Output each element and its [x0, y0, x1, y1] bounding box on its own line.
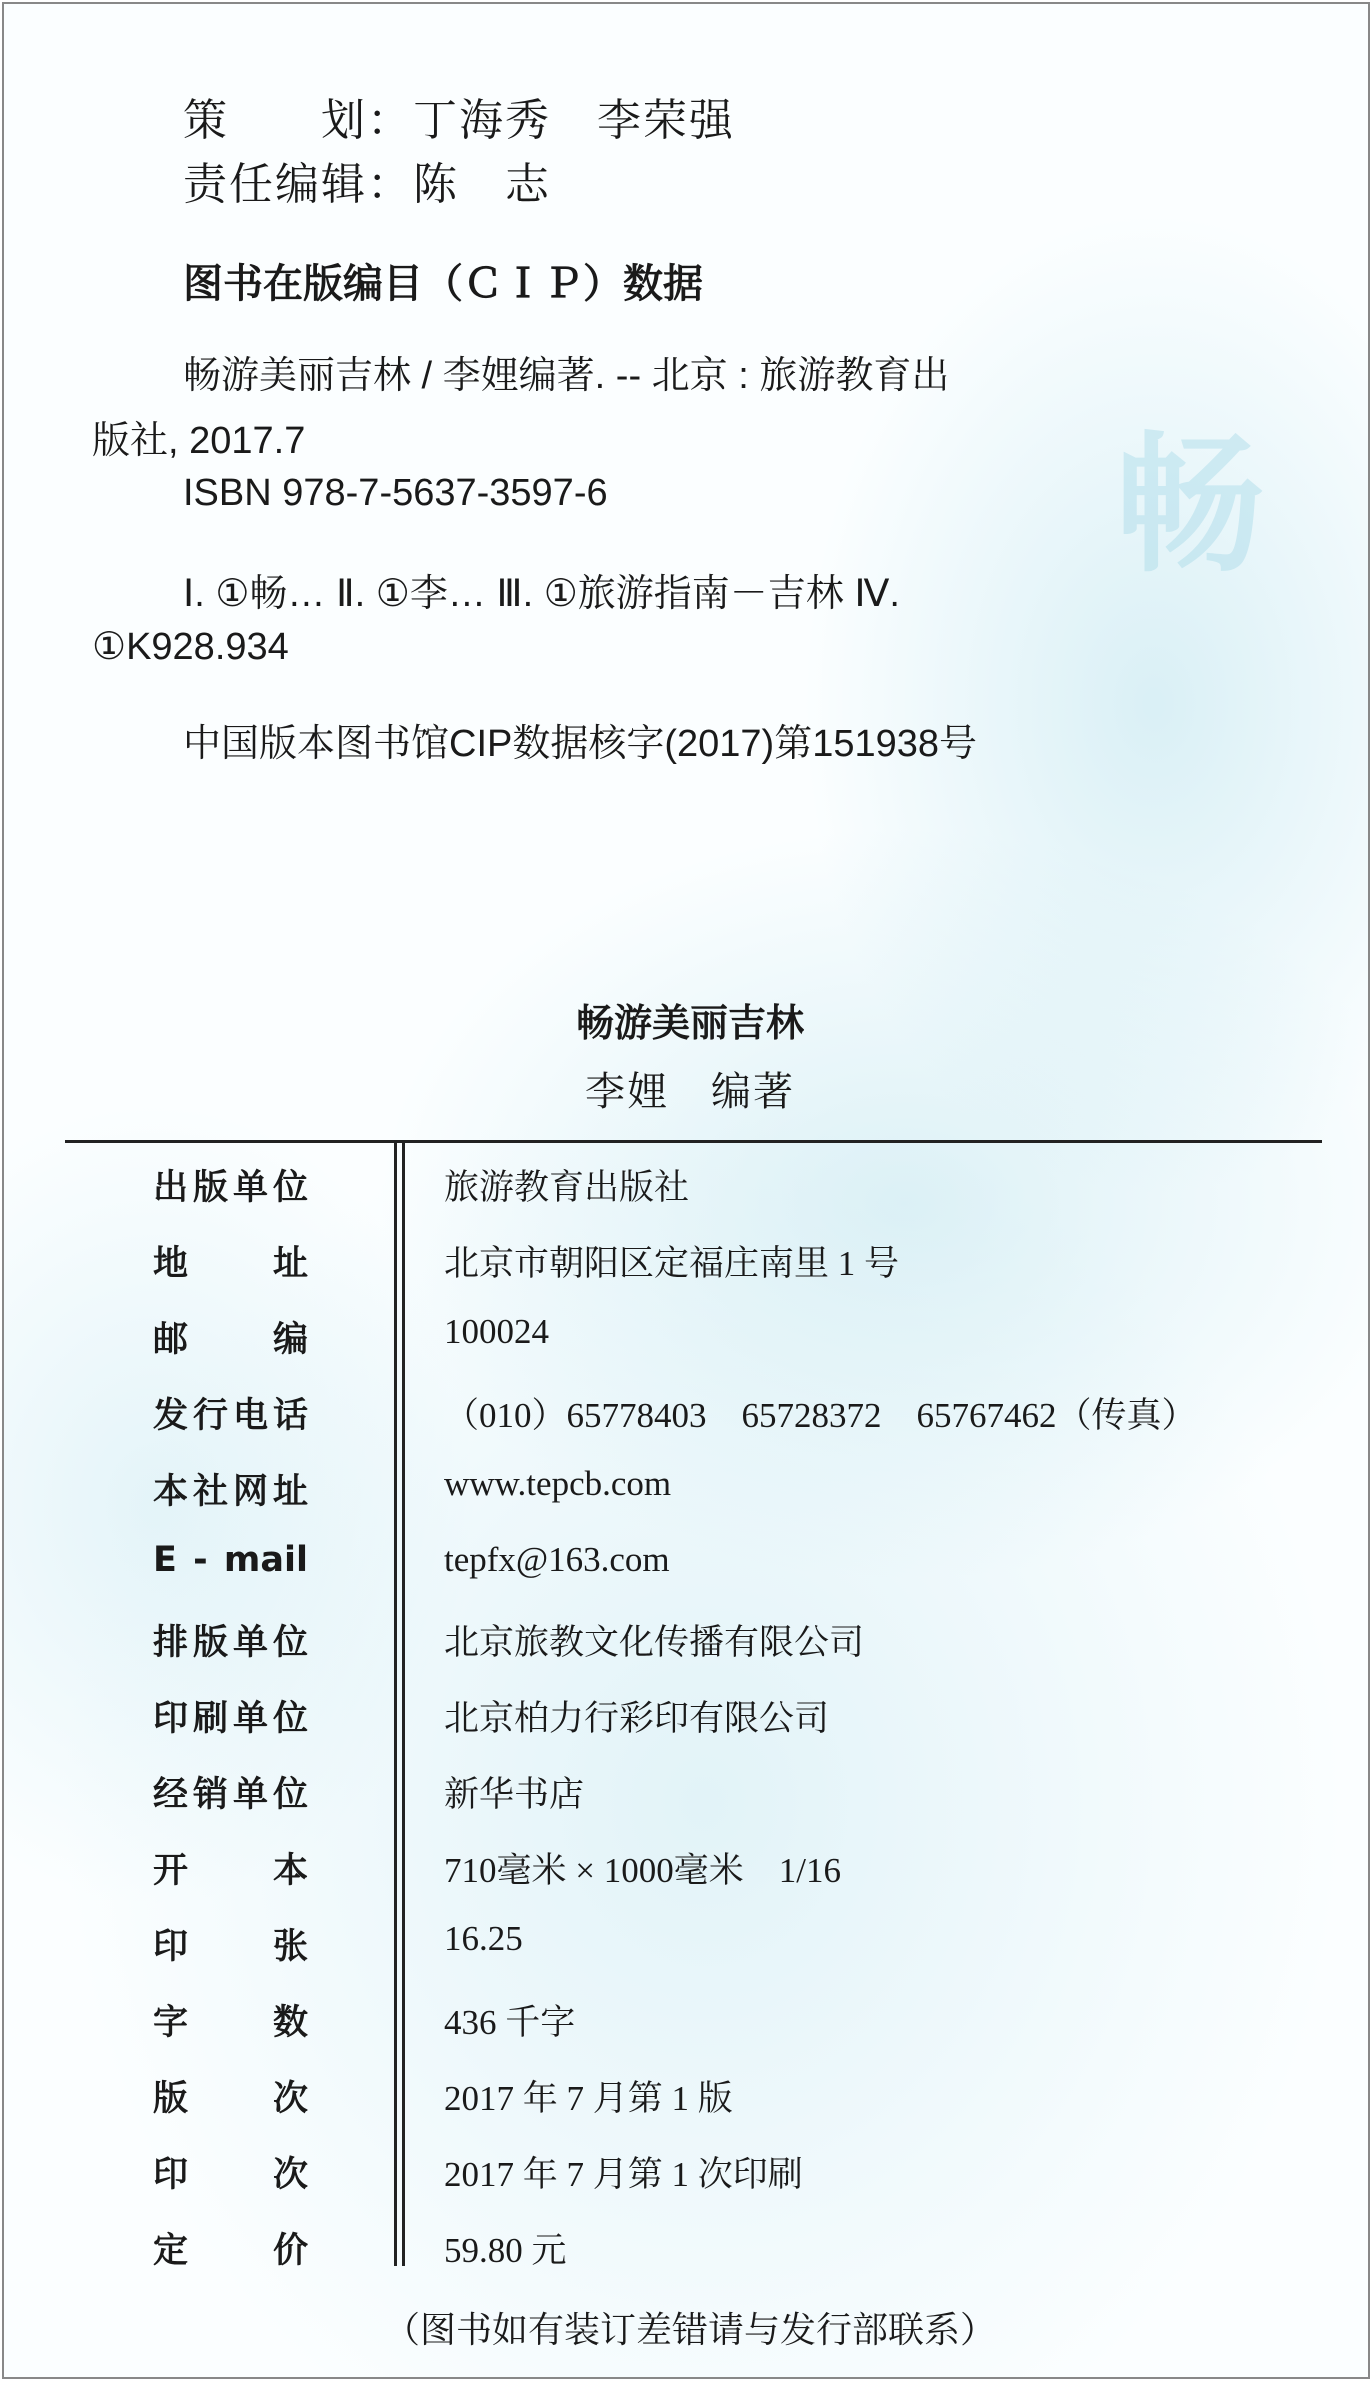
- copyright-page: [2, 2, 1370, 2379]
- credit-label: 策 划：: [183, 95, 413, 146]
- info-row: [4, 1995, 1372, 2055]
- info-row: [4, 1919, 1372, 1979]
- book-title: 畅游美丽吉林: [575, 1001, 804, 1045]
- cip-line: Ⅰ. ①畅… Ⅱ. ①李… Ⅲ. ①旅游指南－吉林 Ⅳ.: [183, 573, 900, 615]
- info-value: 100024: [444, 1311, 549, 1351]
- info-row: [4, 1540, 1372, 1600]
- info-row: [4, 1464, 1372, 1524]
- table-top-rule: [65, 1140, 1322, 1143]
- info-value: 新华书店: [444, 1775, 585, 1815]
- info-label: 经销单位: [153, 1775, 308, 1816]
- info-label: 出版单位: [153, 1168, 308, 1208]
- cip-line: 中国版本图书馆CIP数据核字(2017)第151938号: [183, 723, 977, 765]
- cip-isbn: ISBN 978-7-5637-3597-6: [183, 472, 608, 514]
- credit-value: 陈 志: [413, 159, 551, 210]
- footer-note: （图书如有装订差错请与发行部联系）: [383, 2310, 996, 2351]
- book-author: 李娌 编著: [585, 1069, 795, 1115]
- info-value: 59.80 元: [444, 2230, 567, 2270]
- info-label: 邮编: [153, 1319, 308, 1360]
- info-label: 版次: [153, 2078, 308, 2119]
- credit-planning: [183, 84, 735, 148]
- info-value: 北京市朝阳区定福庄南里 1 号: [444, 1243, 900, 1283]
- info-row: [4, 1615, 1372, 1675]
- info-value: 2017 年 7 月第 1 次印刷: [444, 2154, 803, 2194]
- credit-label: 责任编辑：: [183, 159, 413, 210]
- info-row: [4, 1160, 1372, 1220]
- info-row: [4, 1691, 1372, 1751]
- cip-line: 畅游美丽吉林 / 李娌编著. -- 北京 : 旅游教育出: [183, 355, 950, 397]
- info-value: 旅游教育出版社: [444, 1168, 690, 1207]
- info-label: 地址: [153, 1243, 308, 1284]
- cip-heading: 图书在版编目（ＣＩＰ）数据: [183, 261, 703, 307]
- cover-watermark: 畅: [1114, 419, 1265, 593]
- info-label: 本社网址: [153, 1471, 308, 1512]
- credit-value: 丁海秀 李荣强: [413, 95, 735, 146]
- info-label: 发行电话: [153, 1395, 308, 1436]
- credit-editor: [183, 148, 551, 212]
- info-label: 字数: [153, 2002, 308, 2043]
- info-value: 16.25: [444, 1919, 523, 1958]
- info-label: 排版单位: [153, 1623, 308, 1664]
- info-value: 2017 年 7 月第 1 版: [444, 2078, 733, 2118]
- cip-line: ①K928.934: [92, 626, 289, 668]
- info-label: E - mail: [153, 1539, 308, 1580]
- info-row: [4, 1312, 1372, 1372]
- info-value: www.tepcb.com: [444, 1463, 672, 1503]
- info-value: 北京柏力行彩印有限公司: [444, 1699, 830, 1739]
- info-value: 北京旅教文化传播有限公司: [444, 1623, 865, 1663]
- info-label: 印张: [153, 1927, 308, 1967]
- info-row: [4, 2147, 1372, 2207]
- info-value: （010）65778403 65728372 65767462（传真）: [444, 1395, 1197, 1435]
- info-row: [4, 1236, 1372, 1296]
- info-value: 436 千字: [444, 2002, 576, 2042]
- info-label: 印刷单位: [153, 1699, 308, 1740]
- info-label: 定价: [153, 2230, 308, 2271]
- info-label: 开本: [153, 1851, 308, 1892]
- info-row: [4, 1843, 1372, 1903]
- info-row: [4, 1388, 1372, 1448]
- info-label: 印次: [153, 2154, 308, 2195]
- info-row: [4, 1767, 1372, 1827]
- info-value: 710毫米 × 1000毫米 1/16: [444, 1851, 841, 1891]
- info-row: [4, 2223, 1372, 2283]
- info-row: [4, 2071, 1372, 2131]
- info-value: tepfx@163.com: [444, 1539, 670, 1579]
- cip-line: 版社, 2017.7: [92, 420, 306, 462]
